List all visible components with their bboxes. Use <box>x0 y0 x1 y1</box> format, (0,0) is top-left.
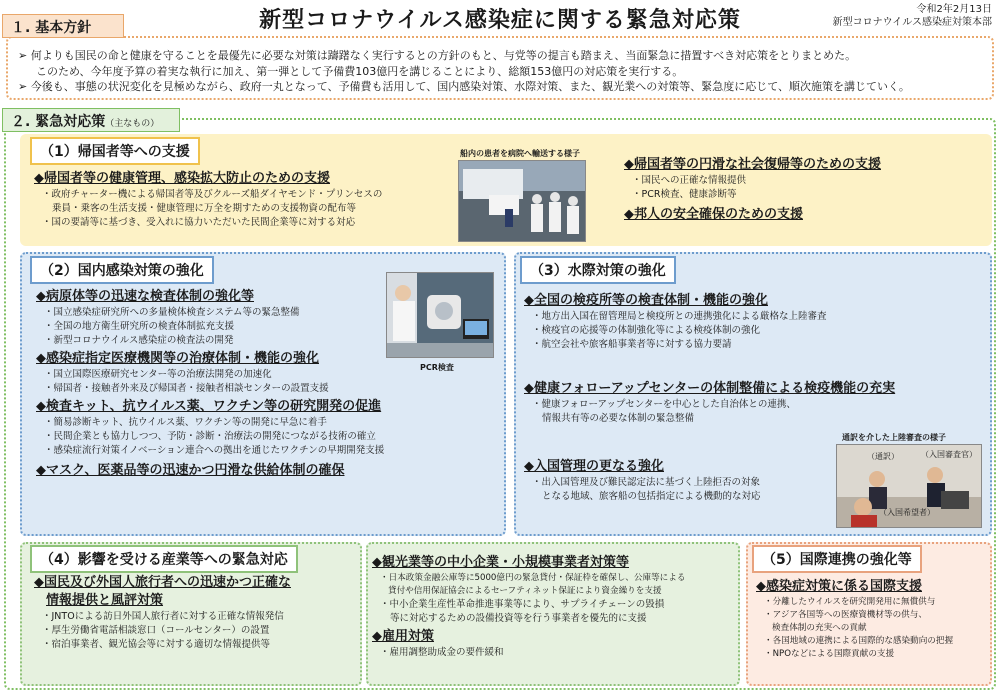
panel2-body <box>36 288 384 480</box>
basic-line-3: ➢ 今後も、事態の状況変化を見極めながら、政府一丸となって、予備費も活用して、国内感染対策、水際対策、また、観光業への対策等、緊急度に応じて、順次施策を講じていく。 <box>18 80 910 93</box>
panel4-heading-3: ◆雇用対策 <box>372 629 434 644</box>
pcr-photo <box>386 272 494 358</box>
panel1-heading-1: ◆帰国者等の健康管理、感染拡大防止のための支援 <box>34 171 330 186</box>
panel4-item-4: ・日本政策金融公庫等に5000億円の緊急貸付・保証枠を確保し、公庫等による <box>380 573 686 583</box>
panel4-heading-1a: ◆国民及び外国人旅行者への迅速かつ正確な <box>34 575 291 590</box>
section2-label-text: ２. 緊急対応策 <box>11 114 106 130</box>
panel2-item-6: ・簡易診断キット、抗ウイルス薬、ワクチン等の開発に早急に着手 <box>44 417 327 428</box>
panel4-item-3: ・宿泊事業者、観光協会等に対する適切な情報提供等 <box>42 639 271 650</box>
panel3-heading-1: ◆全国の検疫所等の検査体制・機能の強化 <box>524 293 768 308</box>
panel5-item-3: 検査体制の充実への貢献 <box>772 623 867 633</box>
panel4-body <box>34 574 291 652</box>
panel2-heading-4: ◆マスク、医薬品等の迅速かつ円滑な供給体制の確保 <box>36 463 345 478</box>
panel5-heading-1: ◆感染症対策に係る国際支援 <box>756 579 922 594</box>
immigration-photo <box>836 444 982 528</box>
ship-transport-image <box>459 161 586 242</box>
agency-text: 新型コロナウイルス感染症対策本部 <box>832 17 992 28</box>
pcr-photo-caption: PCR検査 <box>420 363 454 372</box>
panel2-title: （2）国内感染対策の強化 <box>30 256 214 284</box>
panel5-title: （5）国際連携の強化等 <box>752 545 922 573</box>
panel4-item-1: ・JNTOによる訪日外国人旅行者に対する正確な情報発信 <box>42 611 284 622</box>
section1-label: １. 基本方針 <box>2 14 124 38</box>
panel4-item-2: ・厚生労働省電話相談窓口（コールセンター）の設置 <box>42 625 270 636</box>
panel1-title: （1）帰国者等への支援 <box>30 137 200 165</box>
panel2-item-3: ・新型コロナウイルス感染症の検査法の開発 <box>44 335 234 346</box>
panel3-body-mid <box>524 380 895 426</box>
panel1-heading-2: ◆帰国者等の円滑な社会復帰等のための支援 <box>624 157 881 172</box>
panel3-item-3: ・航空会社や旅客船事業者等に対する協力要請 <box>532 339 732 350</box>
inspector-label: （入国審査官） <box>921 450 977 459</box>
panel2-item-5: ・帰国者・接触者外来及び帰国者・接触者相談センターの設置支援 <box>44 383 329 394</box>
panel3-item-4: ・健康フォローアップセンターを中心とした自治体との連携、 <box>532 399 796 410</box>
panel5-item-2: ・アジア各国等への医療資機材等の供与、 <box>764 610 927 620</box>
ship-transport-photo <box>458 160 586 242</box>
panel3-item-5: 情報共有等の必要な体制の緊急整備 <box>542 413 695 424</box>
panel1-item-4: ・国民への正確な情報提供 <box>632 175 747 186</box>
date-block <box>833 3 992 29</box>
panel3-item-1: ・地方出入国在留管理局と検疫所との連携強化による厳格な上陸審査 <box>532 311 827 322</box>
panel5-item-5: ・NPOなどによる国際貢献の支援 <box>764 649 895 659</box>
panel2-item-2: ・全国の地方衛生研究所の検査体制拡充支援 <box>44 321 235 332</box>
panel5-item-4: ・各国地域の連携による国際的な感染動向の把握 <box>764 636 954 646</box>
panel2-item-7: ・民間企業とも協力しつつ、予防・診断・治療法の開発につながる技術の確立 <box>44 431 376 442</box>
panel5-body <box>756 578 953 661</box>
panel1-item-3: ・国の要請等に基づき、受入れに協力いただいた民間企業等に対する対応 <box>42 217 356 228</box>
pcr-lab-image <box>387 273 494 358</box>
panel4-item-7: 等に対応するための設備投資等を行う事業者を優先的に支援 <box>390 613 647 624</box>
panel4-right-body <box>372 554 685 660</box>
page-title: 新型コロナウイルス感染症に関する緊急対応策 <box>259 8 741 33</box>
panel4-title: （4）影響を受ける産業等への緊急対応 <box>30 545 298 573</box>
panel1-item-5: ・PCR検査、健康診断等 <box>632 189 737 200</box>
panel2-heading-3: ◆検査キット、抗ウイルス薬、ワクチン等の研究開発の促進 <box>36 399 382 414</box>
panel4-item-5: 貸付や信用保証協会によるセーフティネット保証により資金繰りを支援 <box>388 586 662 596</box>
panel3-heading-2: ◆健康フォローアップセンターの体制整備による検疫機能の充実 <box>524 381 896 396</box>
panel3-body-bottom <box>524 458 761 504</box>
panel3-heading-3: ◆入国管理の更なる強化 <box>524 459 664 474</box>
panel4-heading-1b: 情報提供と風評対策 <box>46 593 164 608</box>
panel2-item-8: ・感染症流行対策イノベーション連合への拠出を通じたワクチンの早期開発支援 <box>44 445 385 456</box>
basic-line-2: このため、今年度予算の着実な執行に加え、第一弾として予備費103億円を講じることにより、総額153億円の対応策を実行する。 <box>36 64 684 78</box>
date-text: 令和2年2月13日 <box>916 4 992 15</box>
basic-policy-box <box>6 36 994 100</box>
panel1-right <box>624 156 881 224</box>
panel1-photo-caption: 船内の患者を病院へ輸送する様子 <box>460 149 580 158</box>
panel3-title: （3）水際対策の強化 <box>520 256 676 284</box>
panel5-item-1: ・分離したウイルスを研究開発用に無償供与 <box>764 597 936 607</box>
panel2-item-1: ・国立感染症研究所への多量検体検査システム等の緊急整備 <box>44 307 300 318</box>
applicant-label: （入国希望者） <box>879 508 935 517</box>
section2-label <box>2 108 180 132</box>
panel3-item-7: となる地域、旅客船の包括指定による機動的な対応 <box>542 491 761 502</box>
panel3-item-2: ・検疫官の応援等の体制強化等による検疫体制の強化 <box>532 325 761 336</box>
panel1-left <box>34 170 382 230</box>
panel2-item-4: ・国立国際医療研究センター等の治療法開発の加速化 <box>44 369 272 380</box>
panel1-heading-3: ◆邦人の安全確保のための支援 <box>624 207 803 222</box>
basic-line-1: ➢ 何よりも国民の命と健康を守ることを最優先に必要な対策は躊躇なく実行するとの方針のもと、与党等の提言も踏まえ、当面緊急に措置すべき対応策をとりまとめた。 <box>18 49 857 62</box>
immigration-photo-caption: 通訳を介した上陸審査の様子 <box>842 433 946 442</box>
panel1-item-2: 乗員・乗客の生活支援・健康管理に万全を期すための支援物資の配布等 <box>52 203 357 214</box>
interpreter-label: （通訳） <box>867 452 899 461</box>
section2-sub: （主なもの） <box>105 119 160 129</box>
panel4-item-6: ・中小企業生産性革命推進事業等により、サプライチェーンの毀損 <box>380 599 665 610</box>
panel1-item-1: ・政府チャーター機による帰国者等及びクルーズ船ダイヤモンド・プリンセスの <box>42 189 383 200</box>
panel4-heading-2: ◆観光業等の中小企業・小規模事業者対策等 <box>372 555 629 570</box>
panel2-heading-2: ◆感染症指定医療機関等の治療体制・機能の強化 <box>36 351 319 366</box>
panel3-body-top <box>524 292 827 352</box>
panel4-item-8: ・雇用調整助成金の要件緩和 <box>380 647 504 658</box>
panel2-heading-1: ◆病原体等の迅速な検査体制の強化等 <box>36 289 254 304</box>
panel3-item-6: ・出入国管理及び難民認定法に基づく上陸拒否の対象 <box>532 477 761 488</box>
